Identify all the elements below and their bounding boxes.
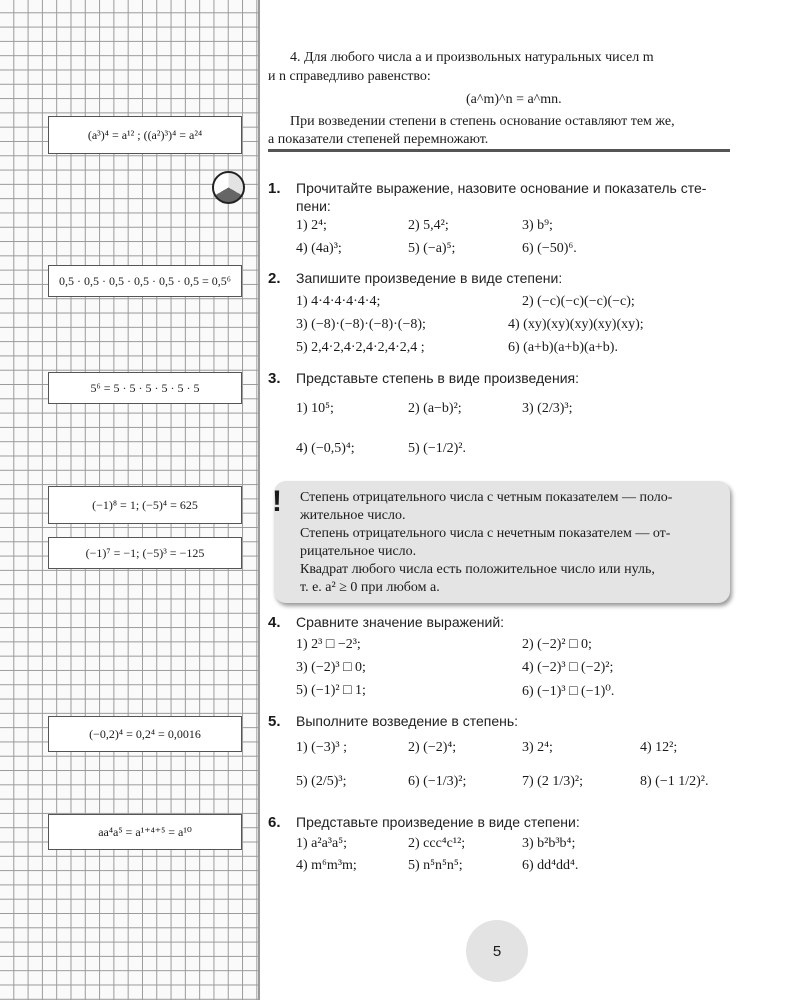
task-2-number: 2. xyxy=(268,270,281,287)
task-5-item: 6) (−1/3)²; xyxy=(408,774,467,789)
task-6-text: Представьте произведение в виде степени: xyxy=(296,814,580,830)
task-4-item: 4) (−2)³ □ (−2)²; xyxy=(522,660,614,675)
task-6-item: 2) ccc⁴c¹²; xyxy=(408,836,466,851)
task-1-item: 2) 5,4²; xyxy=(408,218,449,233)
section-divider xyxy=(268,149,730,152)
task-4-text: Сравните значение выражений: xyxy=(296,614,505,630)
margin-note-product-0-5 xyxy=(48,265,242,297)
page-number: 5 xyxy=(492,942,502,960)
infobox-line: Степень отрицательного числа с четным показателем — поло- xyxy=(300,490,673,505)
task-5-item: 3) 2⁴; xyxy=(522,740,553,755)
task-5-item: 4) 12²; xyxy=(640,740,678,755)
task-1-number: 1. xyxy=(268,180,281,197)
task-3-item: 3) (2/3)³; xyxy=(522,401,573,416)
task-4-item: 6) (−1)³ □ (−1)⁰. xyxy=(522,684,615,699)
task-3-item: 1) 10⁵; xyxy=(296,401,334,416)
rule-line-1: 4. Для любого числа a и произвольных натуральных чисел m xyxy=(290,50,654,65)
task-2-item: 4) (xy)(xy)(xy)(xy)(xy); xyxy=(508,317,644,332)
task-4-item: 3) (−2)³ □ 0; xyxy=(296,660,366,675)
pie-chart-icon xyxy=(212,171,245,204)
task-3-text: Представьте степень в виде произведения: xyxy=(296,370,579,386)
task-1-text-cont: пени: xyxy=(296,198,331,214)
margin-note-text: aa⁴a⁵ = a¹⁺⁴⁺⁵ = a¹⁰ xyxy=(98,824,192,839)
task-2-item: 6) (a+b)(a+b)(a+b). xyxy=(508,340,618,355)
task-6-number: 6. xyxy=(268,814,281,831)
rule-formula: (a^m)^n = a^mn. xyxy=(466,92,562,107)
task-4-item: 5) (−1)² □ 1; xyxy=(296,683,366,698)
task-6-item: 5) n⁵n⁵n⁵; xyxy=(408,858,463,873)
infobox-line: т. е. a² ≥ 0 при любом a. xyxy=(300,580,440,595)
task-6-item: 4) m⁶m³m; xyxy=(296,858,357,873)
task-5-item: 1) (−3)³ ; xyxy=(296,740,347,755)
task-1-item: 6) (−50)⁶. xyxy=(522,241,577,256)
rule-text-2: а показатели степеней перемножают. xyxy=(268,132,489,147)
margin-note-text: 5⁶ = 5 · 5 · 5 · 5 · 5 · 5 xyxy=(90,380,200,395)
task-5-item: 8) (−1 1/2)². xyxy=(640,774,709,789)
rule-text-1: При возведении степени в степень основание оставляют тем же, xyxy=(290,114,675,129)
infobox-line: Квадрат любого числа есть положительное число или нуль, xyxy=(300,562,655,577)
task-4-number: 4. xyxy=(268,614,281,631)
task-2-item: 1) 4·4·4·4·4·4; xyxy=(296,294,381,309)
task-4-item: 2) (−2)² □ 0; xyxy=(522,637,592,652)
exclamation-icon: ! xyxy=(272,485,282,518)
margin-note-odd-powers xyxy=(48,537,242,569)
task-5-item: 5) (2/5)³; xyxy=(296,774,347,789)
task-1-item: 5) (−a)⁵; xyxy=(408,241,456,256)
task-5-item: 7) (2 1/3)²; xyxy=(522,774,583,789)
margin-note-text: (−1)⁷ = −1; (−5)³ = −125 xyxy=(85,545,205,560)
infobox-line: Степень отрицательного числа с нечетным показателем — от- xyxy=(300,526,671,541)
margin-note-text: (−0,2)⁴ = 0,2⁴ = 0,0016 xyxy=(89,726,201,741)
task-6-item: 3) b²b³b⁴; xyxy=(522,836,576,851)
task-5-number: 5. xyxy=(268,713,281,730)
infobox-line: жительное число. xyxy=(300,508,406,523)
task-5-item: 2) (−2)⁴; xyxy=(408,740,457,755)
task-4-item: 1) 2³ □ −2³; xyxy=(296,637,361,652)
margin-note-negative-decimal xyxy=(48,716,242,752)
task-2-item: 5) 2,4·2,4·2,4·2,4·2,4 ; xyxy=(296,340,425,355)
page-number-badge xyxy=(466,920,528,982)
task-3-item: 5) (−1/2)². xyxy=(408,441,466,456)
margin-note-text: (−1)⁸ = 1; (−5)⁴ = 625 xyxy=(92,497,198,512)
task-2-text: Запишите произведение в виде степени: xyxy=(296,270,563,286)
rule-line-2: и n справедливо равенство: xyxy=(268,69,431,84)
margin-note-power-of-power xyxy=(48,116,242,154)
task-3-number: 3. xyxy=(268,370,281,387)
task-3-item: 2) (a−b)²; xyxy=(408,401,462,416)
margin-note-product-powers xyxy=(48,814,242,850)
margin-note-text: 0,5 · 0,5 · 0,5 · 0,5 · 0,5 · 0,5 = 0,5⁶ xyxy=(59,273,231,288)
task-2-item: 3) (−8)·(−8)·(−8)·(−8); xyxy=(296,317,426,332)
margin-note-five-power-six xyxy=(48,372,242,404)
task-1-text: Прочитайте выражение, назовите основание и показатель сте- xyxy=(296,180,707,196)
task-1-item: 1) 2⁴; xyxy=(296,218,327,233)
task-2-item: 2) (−c)(−c)(−c)(−c); xyxy=(522,294,635,309)
task-5-text: Выполните возведение в степень: xyxy=(296,713,519,729)
task-6-item: 6) dd⁴dd⁴. xyxy=(522,858,579,873)
task-1-item: 4) (4a)³; xyxy=(296,241,342,256)
margin-note-even-powers xyxy=(48,486,242,524)
task-6-item: 1) a²a³a⁵; xyxy=(296,836,347,851)
task-1-item: 3) b⁹; xyxy=(522,218,553,233)
infobox-line: рицательное число. xyxy=(300,544,417,559)
margin-note-text: (a³)⁴ = a¹² ; ((a²)³)⁴ = a²⁴ xyxy=(87,127,203,142)
task-3-item: 4) (−0,5)⁴; xyxy=(296,441,355,456)
